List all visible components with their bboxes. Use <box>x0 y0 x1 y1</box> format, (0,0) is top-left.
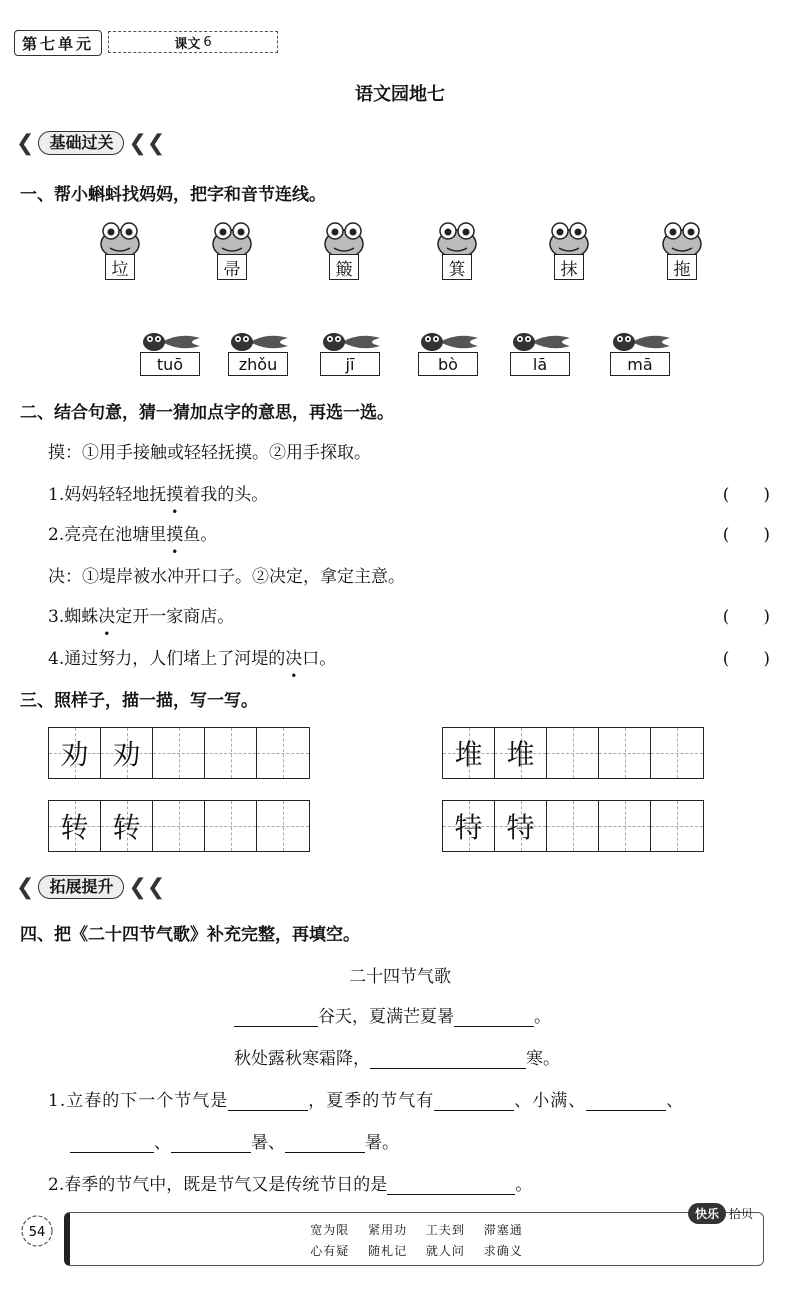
poem-line-2 <box>234 1044 560 1069</box>
grid-cell[interactable] <box>599 801 651 851</box>
char-card: 箕 <box>442 254 472 280</box>
grid-cell: 劝 <box>101 728 153 778</box>
pinyin-box: tuō <box>140 352 200 376</box>
tadpole-icon <box>610 330 674 354</box>
tadpole-icon <box>510 330 574 354</box>
tadpole-icon <box>228 330 292 354</box>
fill-question-1-line-2 <box>70 1128 399 1153</box>
section-banner-basic <box>16 130 165 156</box>
grid-cell[interactable] <box>651 728 703 778</box>
question-text: 、 <box>666 1091 685 1111</box>
answer-paren-3[interactable]: ( ) <box>722 607 770 627</box>
sentence-text: 鱼。 <box>183 525 218 545</box>
poem-title: 二十四节气歌 <box>349 967 451 987</box>
section-label: 基础过关 <box>38 131 124 155</box>
badge-label: 拾贝 <box>729 1206 754 1221</box>
grid-cell: 堆 <box>443 728 495 778</box>
char-card: 簸 <box>329 254 359 280</box>
pinyin-box: zhǒu <box>228 352 288 376</box>
writing-grid-4[interactable] <box>442 800 704 852</box>
grid-cell[interactable] <box>257 728 309 778</box>
blank-field[interactable] <box>387 1176 515 1195</box>
grid-cell: 特 <box>443 801 495 851</box>
char-card: 帚 <box>217 254 247 280</box>
fill-question-2 <box>48 1170 532 1195</box>
definition-jue: 决：①堤岸被水冲开口子。②决定，拿定主意。 <box>48 567 405 587</box>
tadpole-card[interactable] <box>228 330 292 380</box>
grid-cell[interactable] <box>651 801 703 851</box>
question-4-title: 四、把《二十四节气歌》补充完整，再填空。 <box>20 925 360 945</box>
sentence-text: 口。 <box>302 649 337 669</box>
frog-card[interactable] <box>98 220 142 280</box>
frog-card[interactable] <box>435 220 479 280</box>
dotted-char: 摸 <box>166 485 184 505</box>
lesson-number: 6 <box>203 34 212 50</box>
answer-paren-1[interactable]: ( ) <box>722 485 770 505</box>
grid-cell[interactable] <box>599 728 651 778</box>
answer-paren-4[interactable]: ( ) <box>722 649 770 669</box>
grid-cell: 劝 <box>49 728 101 778</box>
frog-card[interactable] <box>322 220 366 280</box>
pinyin-box: mā <box>610 352 670 376</box>
badge-bubble: 快乐 <box>688 1203 726 1224</box>
writing-grid-3[interactable] <box>48 800 310 852</box>
char-card: 抹 <box>554 254 584 280</box>
chevron-left-icon: ❮❮ <box>128 130 166 156</box>
pinyin-box: jī <box>320 352 380 376</box>
char-card: 垃 <box>105 254 135 280</box>
question-text: 、小满、 <box>514 1091 587 1111</box>
question-1-title: 一、帮小蝌蚪找妈妈，把字和音节连线。 <box>20 185 326 205</box>
question-2-title: 二、结合句意，猜一猜加点字的意思，再选一选。 <box>20 403 394 423</box>
question-3-title: 三、照样子，描一描，写一写。 <box>20 691 258 711</box>
sentence-text: 1.妈妈轻轻地抚 <box>48 485 167 505</box>
grid-cell[interactable] <box>153 801 205 851</box>
sentence-text: 2.亮亮在池塘里 <box>48 525 167 545</box>
question-text: 1.立春的下一个节气是 <box>48 1091 229 1111</box>
blank-field[interactable] <box>234 1008 318 1027</box>
writing-grid-2[interactable] <box>442 727 704 779</box>
question-text: 。 <box>515 1175 533 1195</box>
blank-field[interactable] <box>370 1050 526 1069</box>
pinyin-box: bò <box>418 352 478 376</box>
pinyin-box: lā <box>510 352 570 376</box>
blank-field[interactable] <box>285 1134 365 1153</box>
poem-text: 秋处露秋寒霜降， <box>234 1049 370 1069</box>
flower-badge-icon <box>18 1212 56 1250</box>
answer-paren-2[interactable]: ( ) <box>722 525 770 545</box>
tadpole-icon <box>140 330 204 354</box>
dotted-char: 决 <box>98 607 116 627</box>
grid-cell[interactable] <box>205 801 257 851</box>
frog-card[interactable] <box>210 220 254 280</box>
page-title: 语文园地七 <box>355 84 445 105</box>
footer-badge <box>688 1200 778 1226</box>
fill-question-1 <box>48 1086 684 1111</box>
blank-field[interactable] <box>434 1092 514 1111</box>
blank-field[interactable] <box>586 1092 666 1111</box>
chevron-left-icon: ❮ <box>16 874 35 900</box>
footer-line-1: 宽为限 紧用功 工夫到 滞塞通 <box>310 1223 523 1237</box>
blank-field[interactable] <box>171 1134 251 1153</box>
sentence-text: 3.蜘蛛 <box>48 607 99 627</box>
grid-cell[interactable] <box>205 728 257 778</box>
char-card: 拖 <box>667 254 697 280</box>
footer-line-2: 心有疑 随札记 就人问 求确义 <box>310 1244 523 1258</box>
frog-card[interactable] <box>547 220 591 280</box>
tadpole-card[interactable] <box>320 330 384 380</box>
sentence-text: 定开一家商店。 <box>115 607 235 627</box>
section-banner-extend <box>16 874 165 900</box>
writing-grid-1[interactable] <box>48 727 310 779</box>
sentence-1 <box>48 480 268 505</box>
unit-tag: 第七单元 <box>14 30 102 56</box>
frog-card[interactable] <box>660 220 704 280</box>
chevron-left-icon: ❮ <box>16 130 35 156</box>
blank-field[interactable] <box>228 1092 308 1111</box>
section-label: 拓展提升 <box>38 875 124 899</box>
tadpole-card[interactable] <box>140 330 204 380</box>
svg-text:54: 54 <box>28 1225 46 1240</box>
page-number <box>18 1212 56 1250</box>
question-text: 2.春季的节气中，既是节气又是传统节日的是 <box>48 1175 388 1195</box>
grid-cell: 转 <box>101 801 153 851</box>
lesson-tag <box>108 31 278 53</box>
tadpole-card[interactable] <box>510 330 574 380</box>
sentence-3 <box>48 602 234 627</box>
tadpole-icon <box>418 330 482 354</box>
question-text: 暑、 <box>251 1133 285 1153</box>
question-text: 暑。 <box>365 1133 399 1153</box>
blank-field[interactable] <box>70 1134 154 1153</box>
sentence-text: 4.通过努力，人们堵上了河堤的 <box>48 649 286 669</box>
grid-cell: 转 <box>49 801 101 851</box>
poem-line-1 <box>234 1002 551 1027</box>
tadpole-card[interactable] <box>418 330 482 380</box>
sentence-text: 着我的头。 <box>183 485 269 505</box>
grid-cell[interactable] <box>257 801 309 851</box>
poem-text: 。 <box>534 1007 551 1027</box>
grid-cell[interactable] <box>547 801 599 851</box>
question-text: ，夏季的节气有 <box>308 1091 435 1111</box>
grid-cell[interactable] <box>547 728 599 778</box>
grid-cell[interactable] <box>153 728 205 778</box>
poem-text: 谷天，夏满芒夏暑 <box>318 1007 454 1027</box>
sentence-4 <box>48 644 336 669</box>
tadpole-icon <box>320 330 384 354</box>
grid-cell: 堆 <box>495 728 547 778</box>
grid-cell: 特 <box>495 801 547 851</box>
poem-text: 寒。 <box>526 1049 560 1069</box>
chevron-left-icon: ❮❮ <box>128 874 166 900</box>
blank-field[interactable] <box>454 1008 534 1027</box>
sentence-2 <box>48 520 217 545</box>
tadpole-card[interactable] <box>610 330 674 380</box>
definition-mo: 摸：①用手接触或轻轻抚摸。②用手探取。 <box>48 443 371 463</box>
dotted-char: 决 <box>285 649 303 669</box>
dotted-char: 摸 <box>166 525 184 545</box>
footer-quote-box <box>64 1212 764 1266</box>
lesson-label: 课文 <box>174 36 201 52</box>
question-text: 、 <box>154 1133 171 1153</box>
